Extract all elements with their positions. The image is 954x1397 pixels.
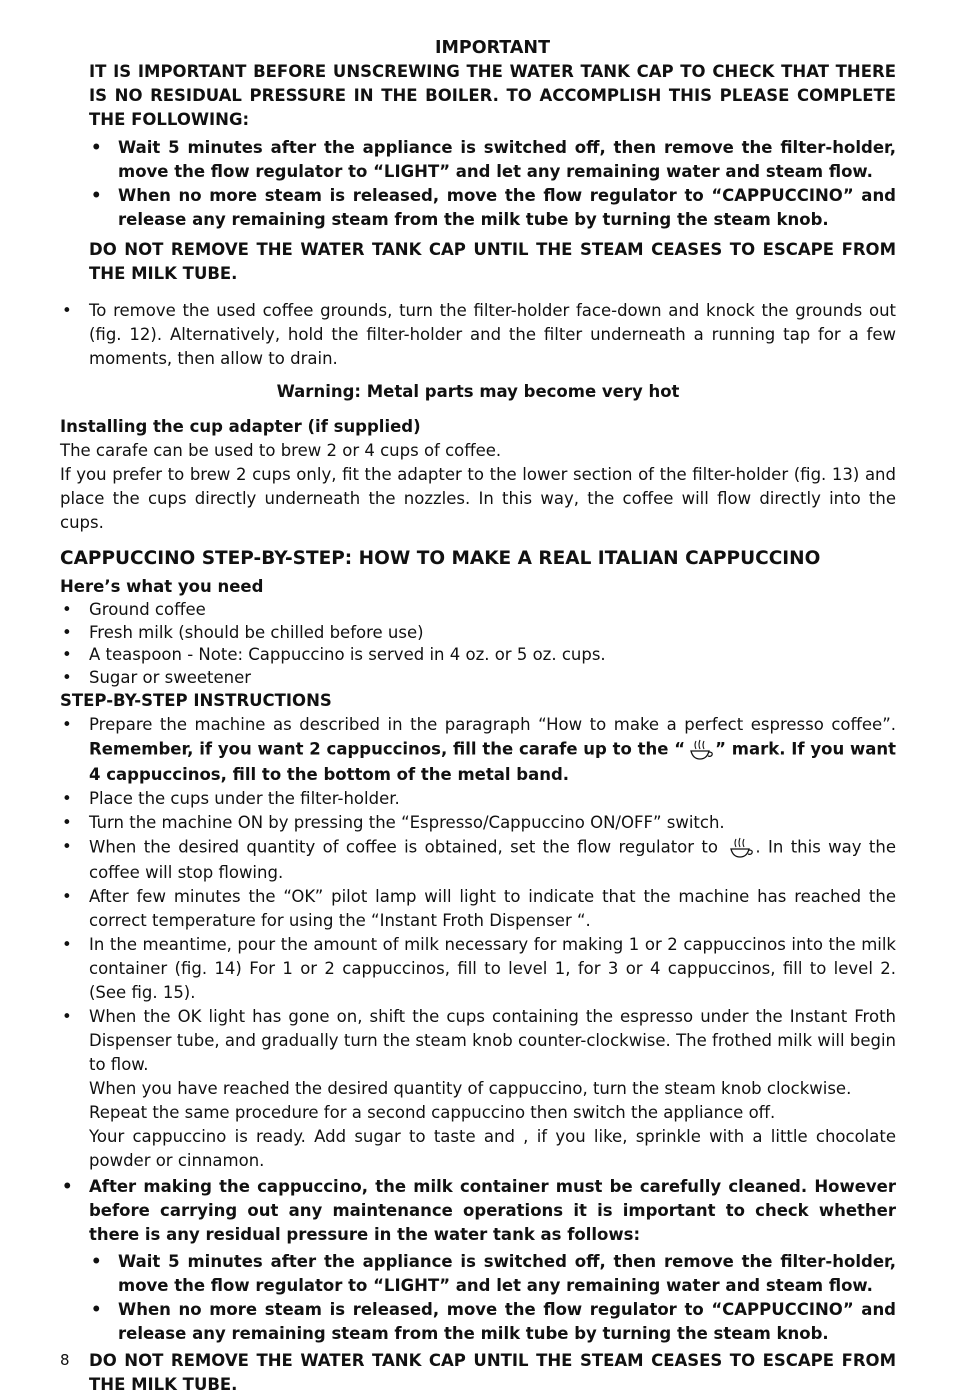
list-item: • To remove the used coffee grounds, turn the filter-holder face-down and knock the grounds out (fig. 12). Alternatively, hold the filter-holder and the filter underneath a running tap for a few moments, then allow to drain. — [60, 299, 896, 371]
list-item — [60, 835, 896, 885]
grounds-list — [60, 299, 896, 371]
list-item — [60, 1005, 896, 1173]
step7-p4: Your cappuccino is ready. Add sugar to taste and , if you like, sprinkle with a little chocolate powder or cinnamon. — [89, 1127, 896, 1170]
cup-adapter-section — [60, 415, 896, 535]
need-heading: Here’s what you need — [60, 577, 264, 596]
clean-steps — [89, 1250, 896, 1346]
step7-p2: When you have reached the desired quantity of cappuccino, turn the steam knob clockwise. — [89, 1079, 852, 1098]
cappuccino-heading: CAPPUCCINO STEP-BY-STEP: HOW TO MAKE A REAL ITALIAN CAPPUCCINO — [60, 548, 821, 569]
cup-adapter-heading: Installing the cup adapter (if supplied) — [60, 417, 421, 436]
list-item: • Fresh milk (should be chilled before use) — [60, 622, 896, 645]
list-item: • When no more steam is released, move the flow regulator to “CAPPUCCINO” and release any remaining steam from the milk tube by turning the steam knob. — [89, 184, 896, 232]
cappuccino-section — [60, 547, 896, 1397]
instructions-heading: STEP-BY-STEP INSTRUCTIONS — [60, 691, 332, 710]
list-item: • In the meantime, pour the amount of milk necessary for making 1 or 2 cappuccinos into the milk container (fig. 14) For 1 or 2 cappuccinos, fill to level 1, for 3 or 4 cappuccinos, fill to level 2. (See fig. 15). — [60, 933, 896, 1005]
step4-a: When the desired quantity of coffee is obtained, set the flow regulator to — [89, 837, 718, 857]
important-steps — [89, 136, 896, 232]
cup-adapter-line1: The carafe can be used to brew 2 or 4 cups of coffee. — [60, 441, 502, 460]
instructions-list — [60, 713, 896, 1397]
important-title: IMPORTANT — [434, 38, 551, 58]
steam-cup-icon — [725, 835, 755, 861]
page-number: 8 — [60, 1351, 70, 1369]
list-item: • Wait 5 minutes after the appliance is switched off, then remove the filter-holder, move the flow regulator to “LIGHT” and let any remaining water and steam flow. — [89, 136, 896, 184]
step1-plain: Prepare the machine as described in the paragraph “How to make a perfect espresso coffee”. — [89, 715, 896, 734]
list-item — [60, 713, 896, 787]
step4-b: . In this way the coffee will stop flowing. — [89, 837, 897, 882]
list-item — [60, 1175, 896, 1397]
metal-warning: Warning: Metal parts may become very hot — [276, 382, 680, 401]
important-warning: DO NOT REMOVE THE WATER TANK CAP UNTIL THE STEAM CEASES TO ESCAPE FROM THE MILK TUBE. — [89, 240, 896, 283]
step1-bold-a: Remember, if you want 2 cappuccinos, fill the carafe up to the “ — [89, 739, 686, 759]
list-item: • When no more steam is released, move the flow regulator to “CAPPUCCINO” and release any remaining steam from the milk tube by turning the steam knob. — [89, 1298, 896, 1346]
needs-list — [60, 599, 896, 689]
list-item: • After few minutes the “OK” pilot lamp will light to indicate that the machine has reached the correct temperature for using the “Instant Froth Dispenser “. — [60, 885, 896, 933]
list-item: • Ground coffee — [60, 599, 896, 622]
list-item: • Place the cups under the filter-holder. — [60, 787, 896, 811]
list-item: • Sugar or sweetener — [60, 667, 896, 690]
list-item: • Turn the machine ON by pressing the “Espresso/Cappuccino ON/OFF” switch. — [60, 811, 896, 835]
page-content — [60, 36, 896, 1397]
steam-cup-icon — [685, 737, 715, 763]
step1-bold-b: ” mark. If you want 4 cappuccinos, fill to the bottom of the metal band. — [89, 739, 896, 784]
important-intro: IT IS IMPORTANT BEFORE UNSCREWING THE WATER TANK CAP TO CHECK THAT THERE IS NO RESIDUAL PRESSURE IN THE BOILER. TO ACCOMPLISH THIS PLEASE COMPLETE THE FOLLOWING: — [89, 62, 896, 129]
list-item: • Wait 5 minutes after the appliance is switched off, then remove the filter-holder, move the flow regulator to “LIGHT” and let any remaining water and steam flow. — [89, 1250, 896, 1298]
cup-adapter-line2: If you prefer to brew 2 cups only, fit the adapter to the lower section of the filter-holder (fig. 13) and place the cups directly underneath the nozzles. In this way, the coffee will flow directly into the cups. — [60, 465, 896, 532]
step7: • When the OK light has gone on, shift the cups containing the espresso under the Instant Froth Dispenser tube, and gradually turn the steam knob counter-clockwise. The frothed milk will begin to flow. — [89, 1007, 896, 1074]
clean-warning: DO NOT REMOVE THE WATER TANK CAP UNTIL THE STEAM CEASES TO ESCAPE FROM THE MILK TUBE. — [89, 1351, 896, 1394]
cleaning-text: • After making the cappuccino, the milk container must be carefully cleaned. However before carrying out any maintenance operations it is important to check whether there is any residual pressure in the water tank as follows: — [89, 1177, 896, 1244]
important-section — [89, 36, 896, 286]
step7-p3: Repeat the same procedure for a second cappuccino then switch the appliance off. — [89, 1103, 776, 1122]
list-item: • A teaspoon - Note: Cappuccino is served in 4 oz. or 5 oz. cups. — [60, 644, 896, 667]
